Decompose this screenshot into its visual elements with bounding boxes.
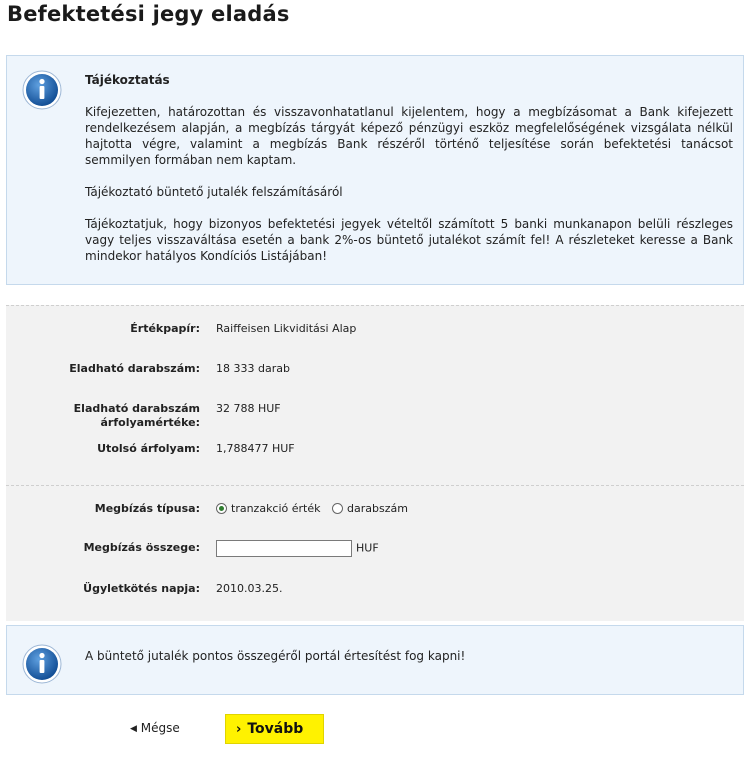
security-value: Raiffeisen Likviditási Alap — [216, 322, 357, 335]
info-icon — [22, 70, 62, 110]
penalty-notice-text: A büntető jutalék pontos összegéről portál értesítést fog kapni! — [85, 649, 466, 663]
radio-button-selected[interactable] — [216, 503, 227, 514]
quantity-market-value: 32 788 HUF — [216, 402, 281, 415]
cancel-label: Mégse — [140, 721, 180, 735]
next-button[interactable] — [225, 714, 324, 744]
info-penalty-title: Tájékoztató büntető jutalék felszámításáról — [85, 185, 343, 199]
trade-date-label: Ügyletkötés napja: — [83, 582, 200, 595]
order-type-label: Megbízás típusa: — [94, 502, 200, 515]
page-title: Befektetési jegy eladás — [7, 2, 290, 26]
radio-transaction-value[interactable] — [216, 502, 324, 515]
order-amount-field — [216, 540, 379, 557]
info-heading: Tájékoztatás — [85, 73, 170, 87]
next-label: Tovább — [247, 721, 304, 737]
order-type-options — [216, 502, 408, 516]
last-rate-value: 1,788477 HUF — [216, 442, 295, 455]
quantity-market-value-label: Eladható darabszám árfolyamértéke: — [73, 402, 200, 429]
order-amount-label: Megbízás összege: — [83, 541, 200, 554]
info-icon — [22, 644, 62, 684]
security-label: Értékpapír: — [130, 322, 200, 335]
radio-quantity-label: darabszám — [347, 502, 408, 515]
section-divider — [6, 485, 744, 486]
quantity-value: 18 333 darab — [216, 362, 290, 375]
radio-quantity[interactable] — [332, 502, 408, 515]
quantity-label: Eladható darabszám: — [69, 362, 200, 375]
info-box-disclaimer — [6, 55, 744, 285]
trade-date-value: 2010.03.25. — [216, 582, 283, 595]
chevron-left-icon: ◀ — [130, 724, 137, 734]
info-penalty-text: Tájékoztatjuk, hogy bizonyos befektetési jegyek vételtől számított 5 banki munkanapon belüli részleges vagy teljes visszaváltása esetén a bank 2%-os büntető jutalékot számít fel! A részleteket keresse a Bank mindekor hatályos Kondíciós Listájában! — [85, 217, 733, 263]
radio-button[interactable] — [332, 503, 343, 514]
info-box-penalty-notice — [6, 625, 744, 695]
radio-transaction-value-label: tranzakció érték — [231, 502, 321, 515]
order-form — [6, 305, 744, 621]
info-disclaimer-text: Kifejezetten, határozottan és visszavonhatatlanul kijelentem, hogy a megbízásomat a Bank kifejezett rendelkezésem alapján, a megbízás tárgyát képező pénzügyi eszköz megfelelőségének vizsgálata nélkül hajtotta végre, valamint a megbízás Bank részéről történő teljesítése során befektetési tanácsot semmilyen formában nem kaptam. — [85, 105, 733, 167]
order-amount-input[interactable] — [216, 540, 352, 557]
chevron-right-icon: › — [236, 722, 242, 737]
cancel-link[interactable] — [130, 721, 180, 735]
order-amount-unit: HUF — [356, 541, 379, 555]
last-rate-label: Utolsó árfolyam: — [97, 442, 200, 455]
